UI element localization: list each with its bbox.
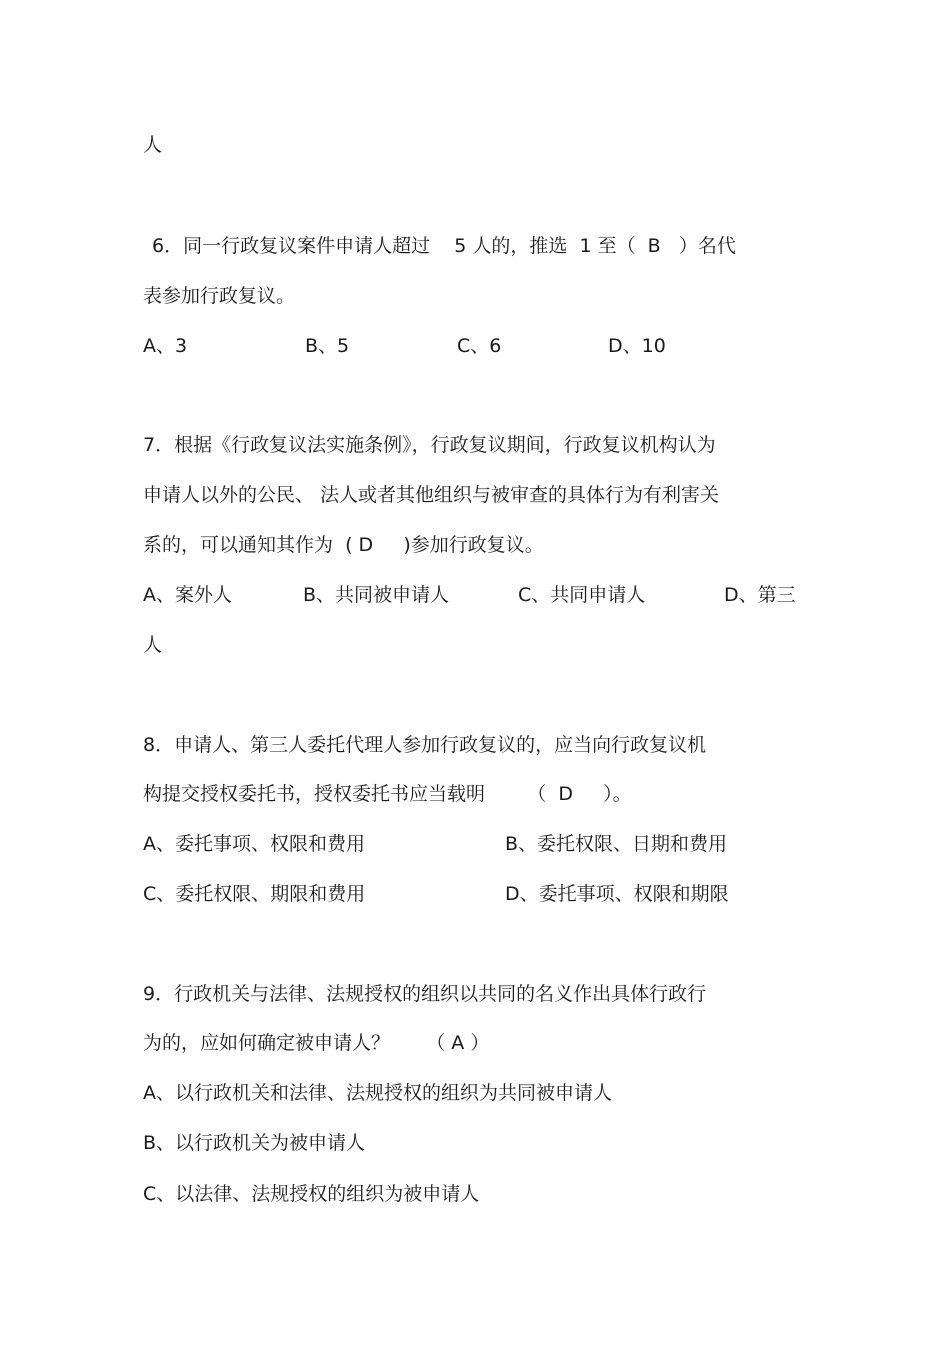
carryover-text: 人 [143, 134, 163, 156]
question-8-option-c: C、委托权限、期限和费用 [143, 883, 366, 905]
question-7-option-d: D、第三 [724, 584, 796, 606]
question-8-option-a: A、委托事项、权限和费用 [143, 833, 365, 855]
question-6-stem-line-1: 6．同一行政复议案件申请人超过 5 人的，推选 1 至（ B ）名代 [152, 235, 736, 257]
question-7-stem-line-3: 系的，可以通知其作为 ( D )参加行政复议。 [143, 534, 544, 556]
question-7-option-d-wrap: 人 [143, 634, 163, 656]
question-7-option-b: B、共同被申请人 [303, 584, 450, 606]
question-6-option-a: A、3 [143, 335, 188, 357]
question-9-option-b: B、以行政机关为被申请人 [143, 1132, 366, 1154]
question-9-stem-line-2: 为的，应如何确定被申请人？ （ A ） [143, 1032, 490, 1054]
question-6-option-b: B、5 [305, 335, 350, 357]
question-8-stem-line-2: 构提交授权委托书，授权委托书应当载明 （ D ）。 [143, 783, 632, 805]
question-8-stem-line-1: 8．申请人、第三人委托代理人参加行政复议的，应当向行政复议机 [143, 734, 707, 756]
question-6-stem-line-2: 表参加行政复议。 [143, 285, 296, 307]
question-7-stem-line-2: 申请人以外的公民、 法人或者其他组织与被审查的具体行为有利害关 [143, 484, 720, 506]
question-7-option-a: A、案外人 [143, 584, 232, 606]
question-7-option-c: C、共同申请人 [518, 584, 646, 606]
question-8-option-b: B、委托权限、日期和费用 [505, 833, 728, 855]
question-6-option-d: D、10 [608, 335, 666, 357]
question-9-stem-line-1: 9．行政机关与法律、法规授权的组织以共同的名义作出具体行政行 [143, 983, 707, 1005]
question-6-option-c: C、6 [457, 335, 502, 357]
question-7-stem-line-1: 7．根据《行政复议法实施条例》，行政复议期间，行政复议机构认为 [143, 434, 716, 456]
question-9-option-c: C、以法律、法规授权的组织为被申请人 [143, 1183, 480, 1205]
question-8-option-d: D、委托事项、权限和期限 [505, 883, 729, 905]
question-9-option-a: A、以行政机关和法律、法规授权的组织为共同被申请人 [143, 1082, 612, 1104]
